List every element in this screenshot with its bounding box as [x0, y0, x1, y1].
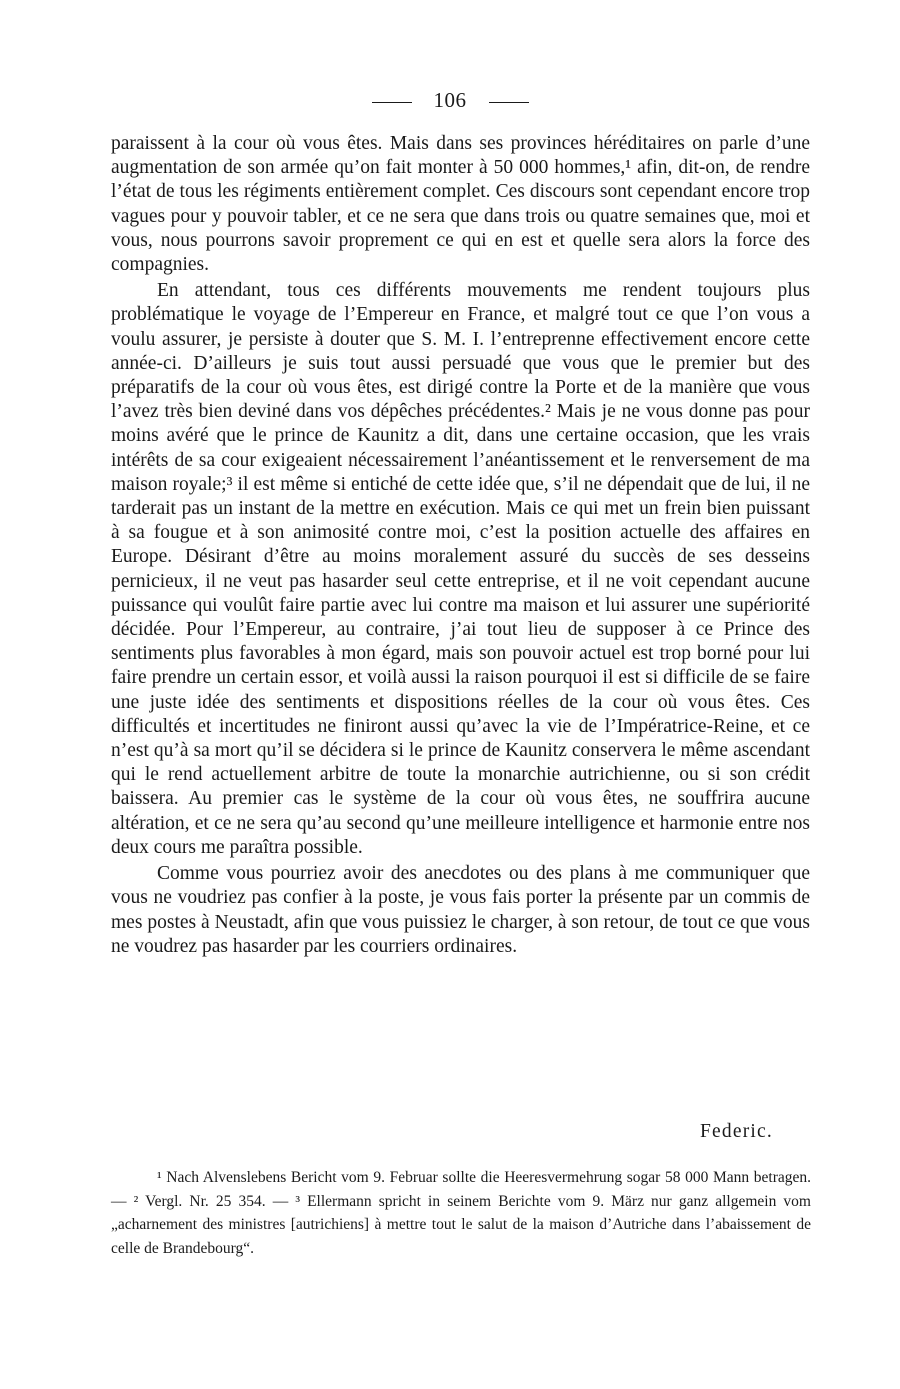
paragraph-3: Comme vous pourriez avoir des anecdotes ou des plans à me communiquer que vous ne voudriez pas confier à la poste, je vous fais porter la présente par un commis de mes postes à Neustadt, afin que vous puissiez le charger, à son retour, de tout ce que vous ne voudrez pas hasarder par les courriers ordinaires. — [111, 863, 810, 957]
signature: Federic. — [700, 1121, 773, 1142]
footnotes — [111, 1166, 811, 1260]
paragraph-1: paraissent à la cour où vous êtes. Mais dans ses provinces héréditaires on parle d’une augmentation de son armée qu’on fait monter à 50 000 hommes,¹ afin, dit-on, de rendre l’état de tous les régiments entièrement complet. Ces discours sont cependant encore trop vagues pour y pouvoir tabler, et ce ne sera que dans trois ou quatre semaines que, moi et vous, nous pourrons savoir proprement ce qui en est et quelle sera alors la force des compagnies. — [111, 133, 810, 276]
header-rule-right — [489, 102, 529, 103]
main-text — [111, 132, 810, 959]
page-header — [0, 88, 900, 113]
paragraph-2: En attendant, tous ces différents mouvements me rendent toujours plus problématique le voyage de l’Empereur en France, et malgré tout ce que l’on vous a voulu assurer, je persiste à douter que S. M. I. l’entreprenne effectivement encore cette année-ci. D’ailleurs je suis tout aussi persuadé que vous que le premier but des préparatifs de la cour où vous êtes, est dirigé contre la Porte et de la manière que vous l’avez très bien deviné dans vos dépêches précédentes.² Mais je ne vous donne pas pour moins avéré que le prince de Kaunitz a dit, dans une certaine occasion, que les vrais intérêts de sa cour exigeaient nécessairement l’anéantissement et le renversement de ma maison royale;³ il est même si entiché de cette idée que, s’il ne dépendait que de lui, il ne tarderait pas un instant de la mettre en exécution. Mais ce qui met un frein bien puissant à sa fougue et à son animosité contre moi, c’est la position actuelle des affaires en Europe. Désirant d’être au moins moralement assuré du succès de ses desseins pernicieux, il ne veut pas hasarder seul cette entreprise, et il ne voit cependant aucune puissance qui voulût faire partie avec lui contre ma maison et lui assurer une supériorité décidée. Pour l’Empereur, au contraire, j’ai tout lieu de supposer à ce Prince des sentiments plus favorables à mon égard, mais son pouvoir actuel est trop borné pour lui faire prendre un certain essor, et voilà aussi la raison pourquoi il est si difficile de se faire une juste idée des sentiments et dispositions réelles de la cour où vous êtes. Ces difficultés et incertitudes ne finiront aussi qu’avec la vie de l’Impératrice-Reine, et ce n’est qu’à sa mort qu’il se décidera si le prince de Kaunitz conservera le même ascendant qui le rend actuellement arbitre de toute la monarchie autrichienne, ou si son crédit baissera. Au premier cas le système de la cour où vous êtes, ne souffrira aucune altération, et ce ne sera qu’au second qu’une meilleure intelligence et harmonie entre nos deux cours me paraîtra possible. — [111, 280, 810, 858]
footnote-text: ¹ Nach Alvenslebens Bericht vom 9. Februar sollte die Heeresvermehrung sogar 58 000 Mann betragen. — ² Vergl. Nr. 25 354. — ³ Ellermann spricht in seinem Berichte vom 9. März nur ganz allgemein vom „acharnement des ministres [autrichiens] à mettre tout le salut de la maison d’Autriche dans l’abaissement de celle de Brandebourg“. — [111, 1169, 811, 1257]
header-rule-left — [372, 102, 412, 103]
page-number: 106 — [433, 88, 467, 112]
